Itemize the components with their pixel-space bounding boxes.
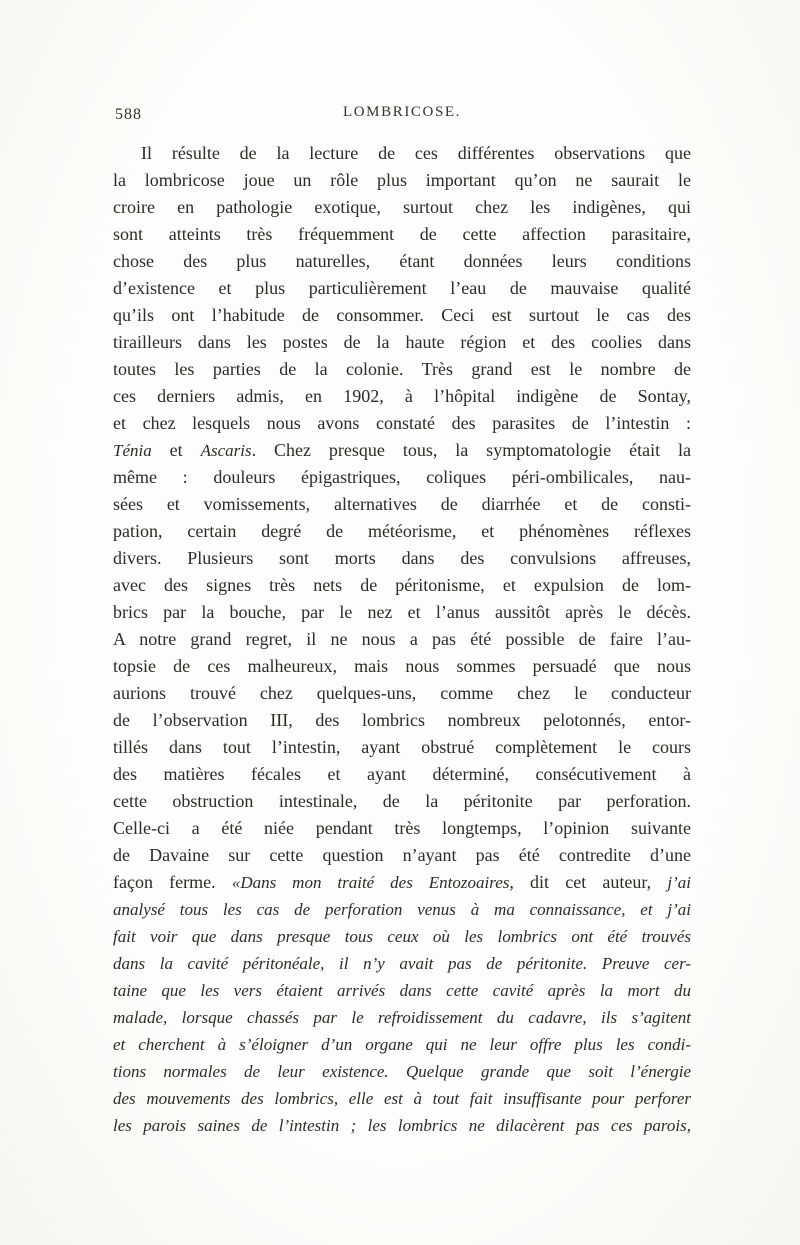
text-segment: toutes les parties de la colonie. Très grand est le nombre de xyxy=(113,359,691,379)
text-line xyxy=(113,464,691,491)
text-segment: des matières fécales et ayant déterminé, consécutivement à xyxy=(113,764,691,784)
text-line xyxy=(113,248,691,275)
text-line xyxy=(113,761,691,788)
text-line xyxy=(113,302,691,329)
text-segment: façon ferme. xyxy=(113,872,232,892)
text-block xyxy=(113,104,691,1139)
italic-text-segment: malade, lorsque chassés par le refroidissement du cadavre, ils s’agitent xyxy=(113,1008,691,1027)
text-line xyxy=(113,572,691,599)
page-header xyxy=(113,104,691,126)
text-line xyxy=(113,491,691,518)
text-line xyxy=(113,950,691,977)
text-segment: A notre grand regret, il ne nous a pas été possible de faire l’au- xyxy=(113,629,691,649)
text-line xyxy=(113,599,691,626)
text-line xyxy=(113,1031,691,1058)
text-segment: la lombricose joue un rôle plus important qu’on ne saurait le xyxy=(113,170,691,190)
text-segment: tirailleurs dans les postes de la haute région et des coolies dans xyxy=(113,332,691,352)
text-line xyxy=(113,518,691,545)
text-line xyxy=(113,680,691,707)
text-line xyxy=(113,410,691,437)
text-segment: . Chez presque tous, la symptomatologie était la xyxy=(251,440,692,460)
text-line xyxy=(113,1058,691,1085)
text-line xyxy=(113,1085,691,1112)
running-title: LOMBRICOSE. xyxy=(342,104,462,120)
text-line xyxy=(113,1004,691,1031)
text-segment: qu’ils ont l’habitude de consommer. Ceci est surtout le cas des xyxy=(113,305,691,325)
page-number: 588 xyxy=(115,106,142,123)
text-line xyxy=(113,383,691,410)
text-segment: ces derniers admis, en 1902, à l’hôpital indigène de Sontay, xyxy=(113,386,691,406)
italic-text-segment: fait voir que dans presque tous ceux où les lombrics ont été trouvés xyxy=(113,927,691,946)
text-line xyxy=(113,167,691,194)
text-line xyxy=(113,437,691,464)
text-segment: Celle-ci a été niée pendant très longtemps, l’opinion suivante xyxy=(113,818,691,838)
italic-text-segment: tions normales de leur existence. Quelque grande que soit l’énergie xyxy=(113,1062,691,1081)
text-line xyxy=(113,194,691,221)
italic-text-segment: dans la cavité péritonéale, il n’y avait pas de péritonite. Preuve cer- xyxy=(113,954,691,973)
text-segment: sées et vomissements, alternatives de diarrhée et de consti- xyxy=(113,494,691,514)
italic-text-segment: Ténia xyxy=(113,441,152,460)
text-line xyxy=(113,329,691,356)
italic-text-segment: les parois saines de l’intestin ; les lombrics ne dilacèrent pas ces parois, xyxy=(113,1116,691,1135)
italic-text-segment: taine que les vers étaient arrivés dans cette cavité après la mort du xyxy=(113,981,691,1000)
text-segment: sont atteints très fréquemment de cette affection parasitaire, xyxy=(113,224,691,244)
italic-text-segment: «Dans mon traité des Entozoaires xyxy=(231,873,510,892)
text-segment: même : douleurs épigastriques, coliques péri-ombilicales, nau- xyxy=(113,467,691,487)
text-segment: brics par la bouche, par le nez et l’anus aussitôt après le décès. xyxy=(113,602,691,622)
text-segment: et xyxy=(151,440,201,460)
text-line xyxy=(113,707,691,734)
text-line xyxy=(113,788,691,815)
text-line xyxy=(113,275,691,302)
text-segment: croire en pathologie exotique, surtout chez les indigènes, qui xyxy=(113,197,691,217)
text-segment: avec des signes très nets de péritonisme, et expulsion de lom- xyxy=(113,575,691,595)
text-segment: Il résulte de la lecture de ces différentes observations que xyxy=(141,143,691,163)
text-line xyxy=(113,626,691,653)
text-line xyxy=(113,815,691,842)
italic-text-segment: analysé tous les cas de perforation venus à ma connaissance, et j’ai xyxy=(113,900,691,919)
body-text xyxy=(113,140,691,1139)
text-line xyxy=(113,221,691,248)
text-segment: de l’observation III, des lombrics nombreux pelotonnés, entor- xyxy=(113,710,691,730)
text-line xyxy=(113,356,691,383)
italic-text-segment: j’ai xyxy=(667,873,691,892)
text-segment: , dit cet auteur, xyxy=(509,872,668,892)
italic-text-segment: des mouvements des lombrics, elle est à tout fait insuffisante pour perforer xyxy=(113,1089,691,1108)
text-line xyxy=(113,869,691,896)
italic-text-segment: Ascaris xyxy=(200,441,252,460)
text-line xyxy=(113,1112,691,1139)
text-line xyxy=(113,734,691,761)
text-segment: et chez lesquels nous avons constaté des parasites de l’intestin : xyxy=(113,413,691,433)
text-segment: d’existence et plus particulièrement l’eau de mauvaise qualité xyxy=(113,278,691,298)
text-segment: chose des plus naturelles, étant données leurs conditions xyxy=(113,251,691,271)
text-segment: pation, certain degré de météorisme, et phénomènes réflexes xyxy=(113,521,691,541)
text-line xyxy=(113,842,691,869)
italic-text-segment: et cherchent à s’éloigner d’un organe qui ne leur offre plus les condi- xyxy=(113,1035,691,1054)
text-line xyxy=(113,140,691,167)
text-segment: aurions trouvé chez quelques-uns, comme chez le conducteur xyxy=(113,683,691,703)
text-segment: tillés dans tout l’intestin, ayant obstrué complètement le cours xyxy=(113,737,691,757)
text-line xyxy=(113,977,691,1004)
text-segment: topsie de ces malheureux, mais nous sommes persuadé que nous xyxy=(113,656,691,676)
text-segment: cette obstruction intestinale, de la péritonite par perforation. xyxy=(113,791,691,811)
text-segment: divers. Plusieurs sont morts dans des convulsions affreuses, xyxy=(113,548,691,568)
text-segment: de Davaine sur cette question n’ayant pas été contredite d’une xyxy=(113,845,691,865)
text-line xyxy=(113,545,691,572)
text-line xyxy=(113,896,691,923)
text-line xyxy=(113,923,691,950)
text-line xyxy=(113,653,691,680)
